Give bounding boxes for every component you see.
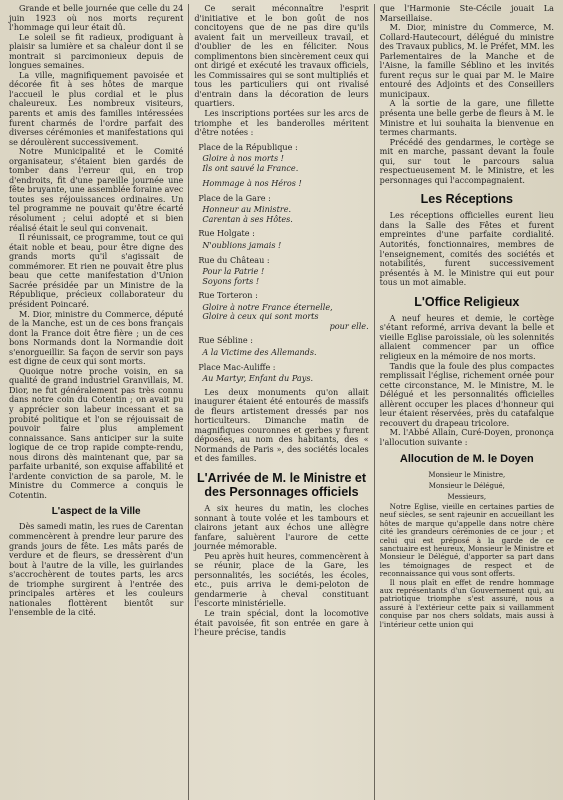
inscription-text: Soyons forts ! bbox=[202, 275, 260, 286]
column-3 bbox=[374, 4, 559, 800]
paragraph: M. Dior, ministre du Commerce, député de la Manche, est un de ces bons français dont la France doit être fière ; un de ces bons Normands dont la Normandie doit s'enorgueillir. Sa façon de servir son pays est digne de ceux qui sont morts. bbox=[9, 308, 184, 367]
section-heading-receptions: Les Réceptions bbox=[420, 192, 514, 207]
column-2 bbox=[188, 4, 373, 800]
paragraph: Il nous plaît en effet de rendre hommage aux représentants d'un Gouvernement qui, au patriotique triomphe s'est assuré, nous a assuré à l'extérieur cette paix si vaillamment conquise par nos chers soldats, mais aussi à l'intérieur cette union qui bbox=[379, 577, 554, 629]
inscription-text: Ils ont sauvé la France. bbox=[202, 162, 299, 173]
paragraph: M. l'Abbé Allain, Curé-Doyen, prononça l'allocution suivante : bbox=[379, 427, 554, 447]
inscription-text: Gloire à nos morts ! bbox=[202, 153, 284, 164]
inscriptions-list bbox=[194, 143, 368, 384]
inscription-place: Place de la Gare : bbox=[198, 192, 271, 203]
inscription-text: Honneur au Ministre. bbox=[202, 204, 292, 215]
inscription-text: Pour la Patrie ! bbox=[202, 266, 265, 277]
paragraph: Grande et belle journée que celle du 24 juin 1923 où nos morts reçurent l'hommage qui leur était dû. bbox=[9, 4, 184, 33]
paragraph: que l'Harmonie Ste-Cécile jouait La Marseillaise. bbox=[379, 4, 554, 23]
paragraph: La ville, magnifiquement pavoisée et décorée fit à ses hôtes de marque l'accueil le plus cordial et le plus chaleureux. Les nombreux visiteurs, parents et amis des familles intéressées furent charmés de l'ordre parfait des diverses cérémonies et manifestations qui se déroulèrent successivement. bbox=[9, 69, 184, 147]
section-heading-allocution: Allocution de M. le Doyen bbox=[399, 453, 534, 466]
inscription-text: N'oublions jamais ! bbox=[202, 240, 282, 251]
address-line: Messieurs, bbox=[447, 492, 487, 501]
section-heading-office-religieux: L'Office Religieux bbox=[414, 294, 520, 309]
paragraph: Peu après huit heures, commencèrent à se réunir, place de la Gare, les personnalités, les sociétés, les écoles, etc., puis arriva le demi-peloton de gendarmerie à cheval constituant l'escorte ministérielle. bbox=[194, 550, 369, 609]
inscription-text: Hommage à nos Héros ! bbox=[202, 178, 302, 189]
inscription-text: Carentan à ses Hôtes. bbox=[202, 213, 293, 224]
paragraph: Le train spécial, dont la locomotive était pavoisée, fit son entrée en gare à l'heure précise, tandis bbox=[194, 607, 369, 638]
inscription-place: Rue du Château : bbox=[198, 254, 270, 265]
paragraph: Quoique notre proche voisin, en sa qualité de grand industriel Granvillais, M. Dior, ne fut généralement pas très connu dans notre coin du Cotentin ; on avait pu y apprécier son labeur incessant et sa probité politique et l'on se réjouissait de pouvoir faire plus amplement connaissance. Sans anticiper sur la suite logique de ce trop rapide compte-rendu, nous dirons dès maintenant que, par sa parfaite urbanité, son exquise affabilité et l'ardente conviction de sa parole, M. le Ministre du Commerce a conquis le Cotentin. bbox=[9, 365, 184, 500]
paragraph: A neuf heures et demie, le cortège s'étant reformé, arriva devant la belle et vieille Eglise paroissiale, où les solennités allaient commencer par un office religieux en la mémoire de nos morts. bbox=[379, 312, 554, 361]
paragraph: A la sortie de la gare, une fillette présenta une belle gerbe de fleurs à M. le Ministre et lui souhaita la bienvenue en termes charmants. bbox=[379, 98, 554, 138]
paragraph: Les inscriptions portées sur les arcs de triomphe et les banderolles méritent d'être notées : bbox=[194, 108, 369, 138]
section-heading-arrivee-ministre: L'Arrivée de M. le Ministre et des Personnages officiels bbox=[196, 470, 366, 499]
inscription-place: Rue Sébline : bbox=[198, 335, 253, 346]
paragraph: Dès samedi matin, les rues de Carentan commencèrent à prendre leur parure des grands jours de fête. Les mâts parés de verdure et de fleurs, se dressèrent d'un bout à l'autre de la ville, les guirlandes s'accrochèrent de toutes parts, les arcs de triomphe surgirent à l'entrée des principales artères et les couleurs nationales flottèrent bientôt sur l'ensemble de la cité. bbox=[9, 521, 184, 618]
inscription-place: Place de la République : bbox=[198, 141, 298, 152]
paragraph: Notre Municipalité et le Comité organisateur, s'étaient bien gardés de tomber dans l'erreur qui, en trop d'endroits, fit d'une pareille journée une fête bruyante, une assemblée foraine avec toutes ses réjouissances ordinaires. Un tel programme ne pouvait qu'être écarté résolument ; celui adopté et si bien réalisé était le seul qui convenait. bbox=[9, 146, 184, 233]
inscription-text: A la Victime des Allemands. bbox=[202, 346, 317, 357]
inscription-place: Rue Torteron : bbox=[198, 290, 258, 301]
inscription-place: Rue Holgate : bbox=[198, 228, 255, 239]
paragraph: A six heures du matin, les cloches sonnant à toute volée et les tambours et clairons jetant aux échos une allègre fanfare, saluèrent l'aurore de cette journée mémorable. bbox=[194, 502, 369, 552]
inscription-text: Gloire à notre France éternelle, bbox=[202, 301, 333, 312]
section-heading-aspect-ville: L'aspect de la Ville bbox=[51, 506, 141, 518]
paragraph: Notre Eglise, vieille en certaines parties de neuf siècles, se sent rajeunir en accueillant les hôtes de marque qu'appelle dans notre chère cité les grandeurs cérémonies de ce jour ; et celui qui est préposé à la garde de ce sanctuaire est heureux, Monsieur le Ministre et Monsieur le Délégué, d'apporter sa part dans les témoignages de respect et de reconnaissance qui vous sont offerts. bbox=[379, 501, 554, 579]
paragraph: Tandis que la foule des plus compactes remplissait l'église, richement ornée pour cette circonstance, M. le Ministre, M. le Délégué et les personnalités officielles allèrent occuper les places d'honneur qui leur étaient réservées, près du catafalque recouvert du drapeau tricolore. bbox=[379, 360, 554, 428]
paragraph: Le soleil se fit radieux, prodiguant à plaisir sa lumière et sa chaleur dont il se montrait si parcimonieux depuis de longues semaines. bbox=[9, 31, 184, 71]
address-line: Monsieur le Délégué, bbox=[428, 481, 505, 490]
paragraph: Les réceptions officielles eurent lieu dans la Salle des Fêtes et furent empreintes d'une parfaite cordialité. Autorités, fonctionnaires, membres de l'enseignement, comités des sociétés et notabilités, furent successivement présentés à M. le Ministre qui eut pour tous un mot aimable. bbox=[379, 210, 554, 288]
paragraph: M. Dior, ministre du Commerce, M. Collard-Hautecourt, délégué du ministre des Travaux publics, M. le Préfet, MM. les Parlementaires de la Manche et de l'Aisne, la famille Séblino et les invités furent reçus sur le quai par M. le Maire entouré des Adjoints et des Conseillers municipaux. bbox=[379, 22, 554, 99]
paragraph: Précédé des gendarmes, le cortège se mit en marche, passant devant la foule qui, sur tout le parcours salua respectueusement M. le Ministre, et les personnages qui l'accompagnaient. bbox=[379, 136, 554, 185]
inscription-text: Gloire à ceux qui sont morts bbox=[202, 311, 319, 322]
inscription-text: pour elle. bbox=[329, 320, 369, 331]
inscription-place: Place Mac-Auliffe : bbox=[198, 361, 276, 372]
address-line: Monsieur le Ministre, bbox=[428, 470, 506, 479]
paragraph: Il réunissait, ce programme, tout ce qui était noble et beau, pour être digne des grands morts qu'il s'agissait de commémorer. Et rien ne pouvait être plus beau que cette manifestation d'Union Sacrée présidée par un Ministre de la République, précieux collaborateur du président Poincaré. bbox=[9, 232, 184, 309]
paragraph: Les deux monuments qu'on allait inaugurer étaient été entourés de massifs de fleurs artistement dressés par nos horticulteurs. Dimanche matin de magnifiques couronnes et gerbes y furent déposées, au nom des habitants, des « Normands de Paris », des sociétés locales et des familles. bbox=[194, 386, 369, 464]
allocution-text bbox=[380, 471, 554, 629]
paragraph: Ce serait méconnaître l'esprit d'initiative et le bon goût de nos concitoyens que de ne pas dire qu'ils avaient fait un merveilleux travail, et d'oublier de les en féliciter. Nous complimentons bien sincèrement ceux qui ont dirigé et exécuté les travaux officiels, les Commissaires qui se sont multipliés et tous les particuliers qui ont rivalisé d'entrain dans la décoration de leurs quartiers. bbox=[194, 4, 369, 109]
column-1 bbox=[4, 4, 188, 800]
inscription-text: Au Martyr, Enfant du Pays. bbox=[202, 373, 314, 384]
